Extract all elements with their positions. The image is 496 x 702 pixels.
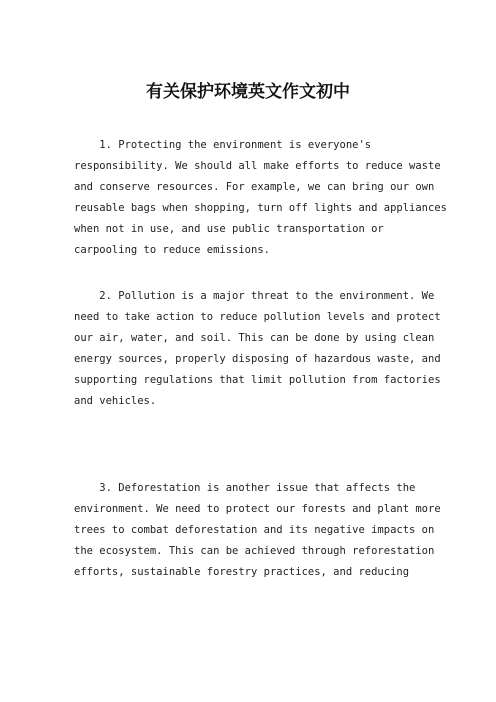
paragraph-line: our air, water, and soil. This can be done by using clean [74, 332, 435, 344]
paragraph-line: and conserve resources. For example, we can bring our own [74, 181, 435, 193]
paragraph-line: when not in use, and use public transportation or [74, 223, 384, 235]
paragraph-line: responsibility. We should all make efforts to reduce waste [74, 160, 441, 172]
paragraph-line: 1. Protecting the environment is everyone's [74, 139, 372, 151]
paragraph-1 [74, 135, 447, 261]
paragraph-line: need to take action to reduce pollution levels and protect [74, 311, 441, 323]
paragraph-line: reusable bags when shopping, turn off lights and appliances [74, 202, 447, 214]
paragraph-line: supporting regulations that limit pollution from factories [74, 374, 441, 386]
paragraph-2 [74, 286, 441, 412]
paragraph-line: the ecosystem. This can be achieved through reforestation [74, 545, 435, 557]
paragraph-line: environment. We need to protect our forests and plant more [74, 503, 441, 515]
paragraph-3 [74, 478, 441, 583]
paragraph-line: 3. Deforestation is another issue that affects the [74, 482, 416, 494]
paragraph-line: carpooling to reduce emissions. [74, 244, 270, 256]
paragraph-line: 2. Pollution is a major threat to the environment. We [74, 290, 435, 302]
paragraph-line: and vehicles. [74, 395, 157, 407]
document-title: 有关保护环境英文作文初中 [146, 82, 350, 102]
paragraph-line: energy sources, properly disposing of hazardous waste, and [74, 353, 441, 365]
paragraph-line: efforts, sustainable forestry practices, and reducing [74, 566, 410, 578]
paragraph-line: trees to combat deforestation and its negative impacts on [74, 524, 435, 536]
